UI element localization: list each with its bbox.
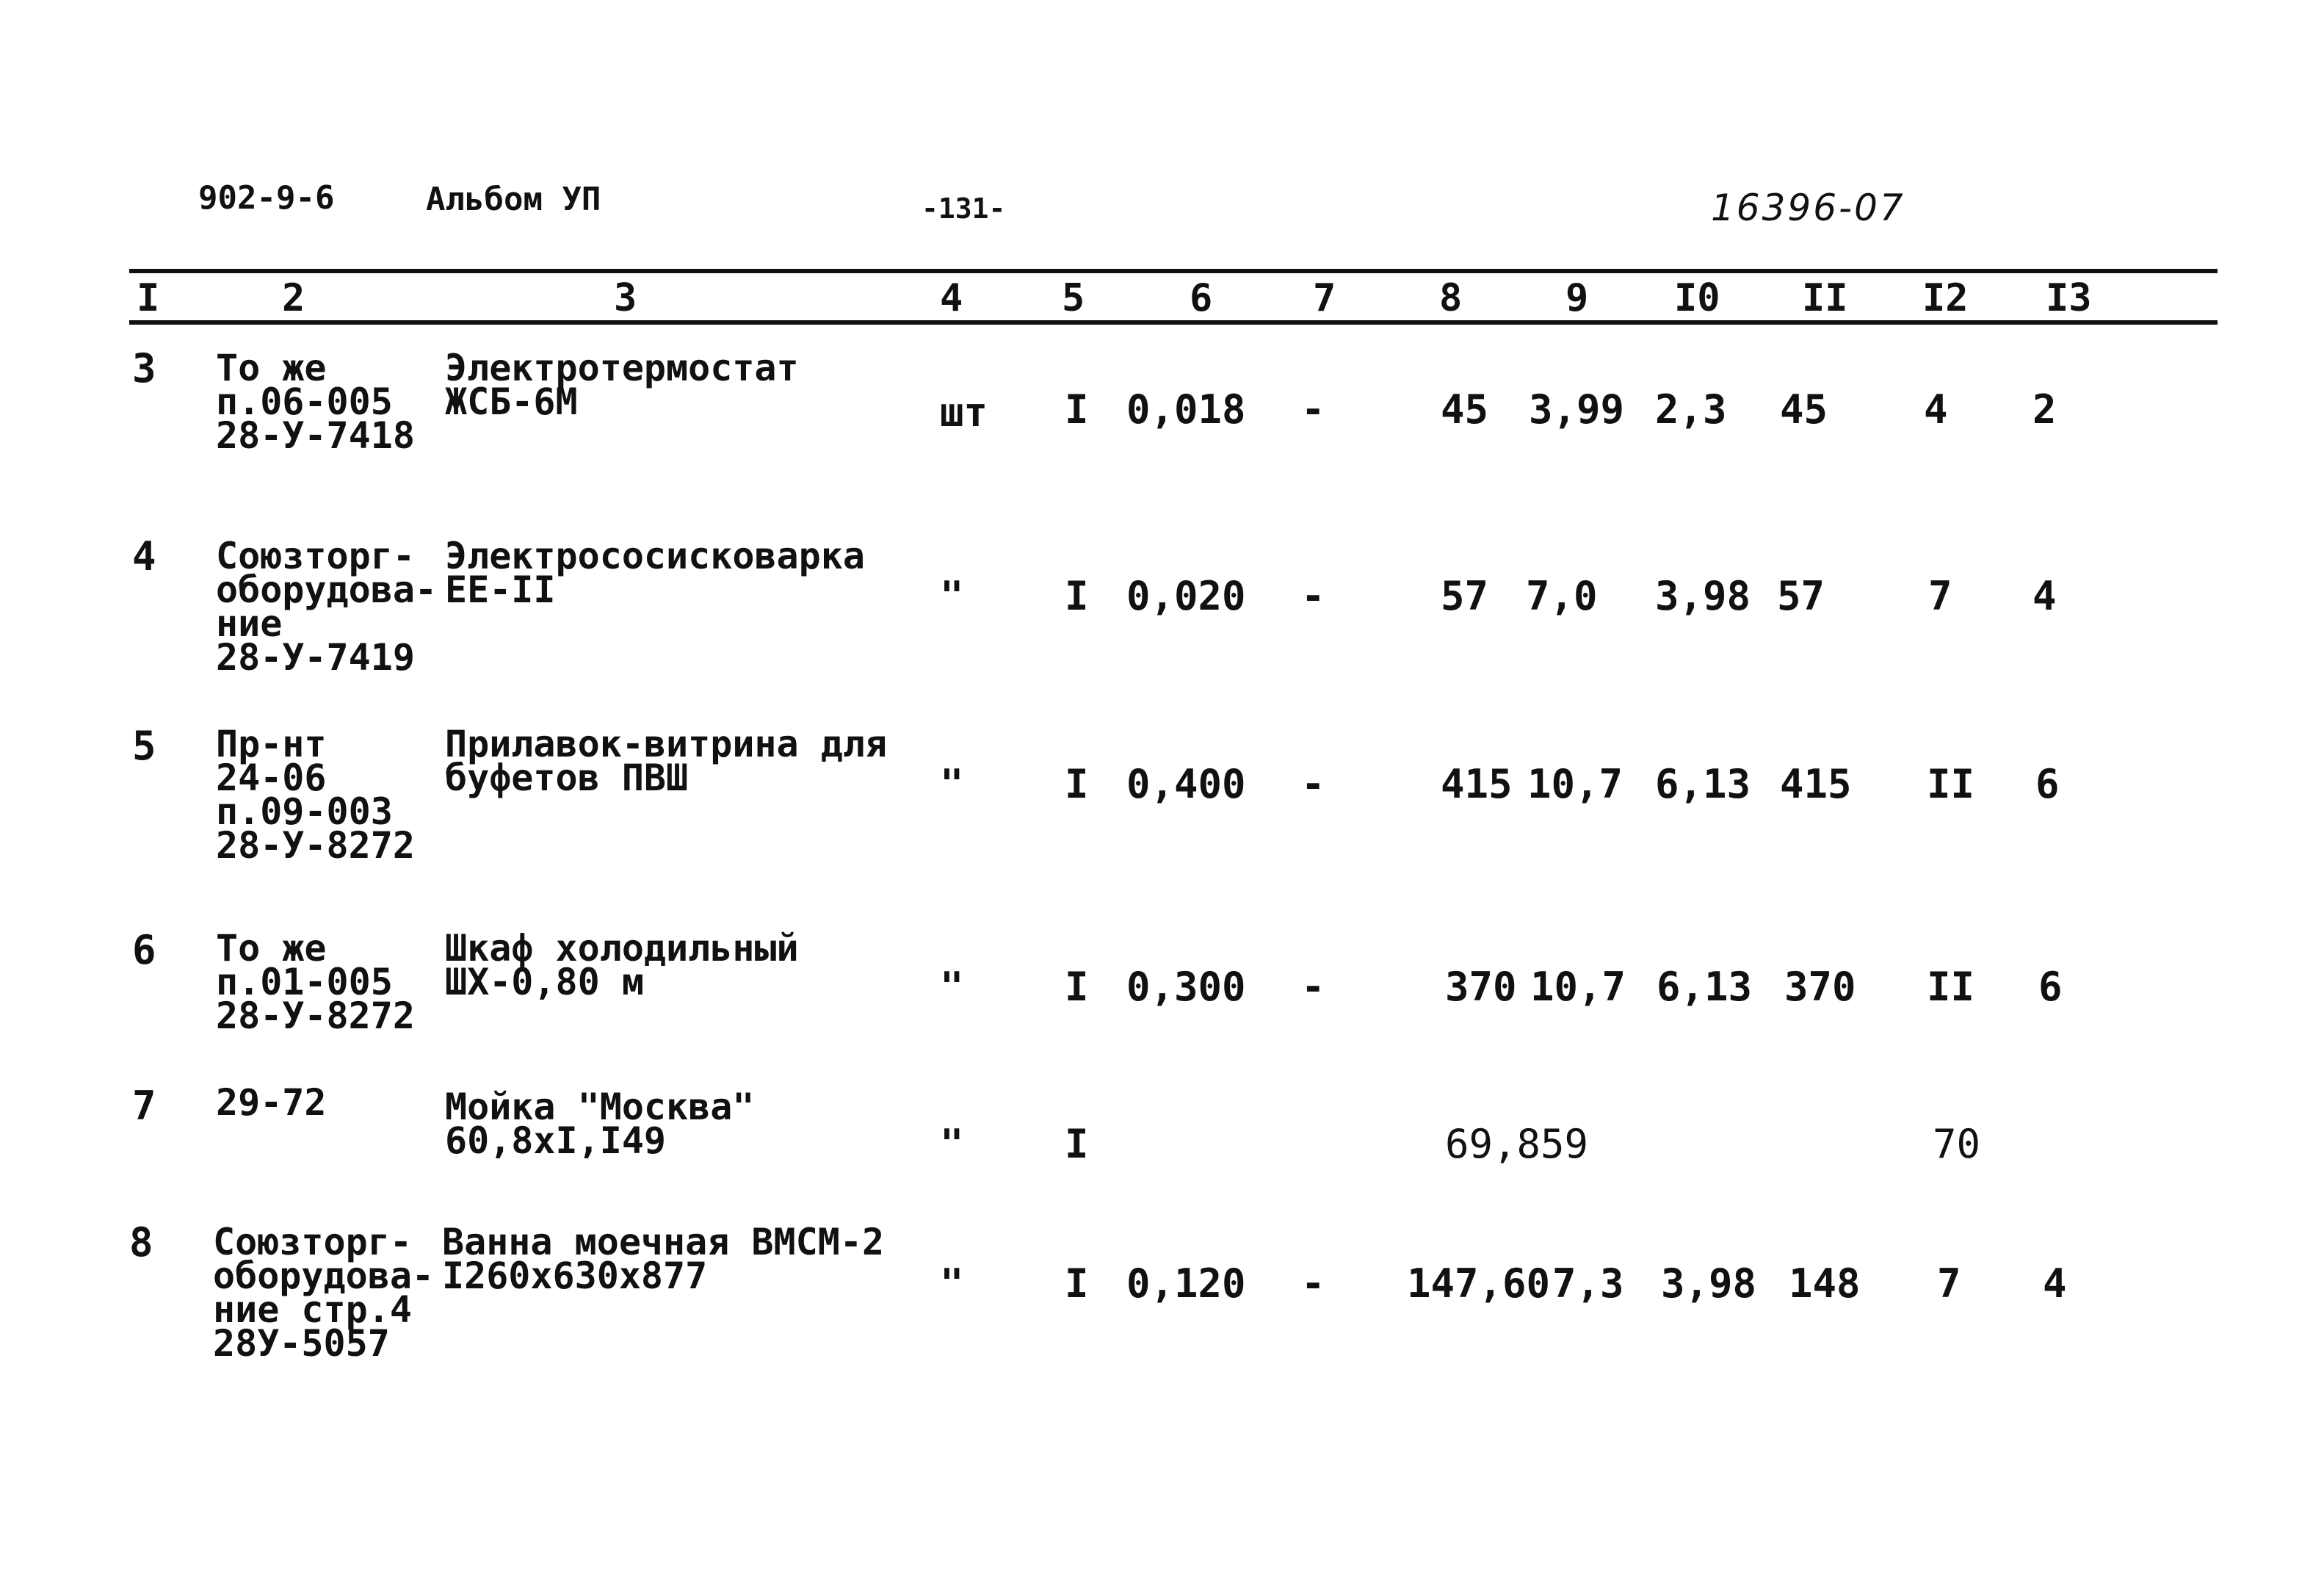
row-col13: 6	[2038, 964, 2063, 1010]
row-col10: 3,98	[1655, 573, 1751, 619]
row-name: Ванна моечная ВМСМ-2 I260x630x877	[442, 1221, 885, 1297]
column-header: I2	[1922, 276, 1969, 320]
row-unit: "	[940, 1121, 964, 1167]
row-col10: 6,13	[1655, 761, 1751, 807]
row-number: 8	[129, 1219, 153, 1266]
row-col8: 370	[1445, 964, 1517, 1010]
doc-code: 902-9-6	[198, 179, 335, 217]
row-unit: шт	[940, 389, 988, 436]
inventory-number: 16396-07	[1711, 187, 1905, 229]
row-col9: 10,7	[1530, 964, 1626, 1010]
row-col13: 2	[2032, 386, 2057, 433]
row-number: 6	[132, 927, 156, 973]
row-name: Прилавок-витрина для буфетов ПВШ	[445, 723, 888, 799]
row-reference: То же п.06-005 28-У-7418	[216, 347, 415, 457]
row-name: Электрососисковарка ЕЕ-II	[445, 535, 865, 611]
row-col9: 3,99	[1529, 386, 1625, 433]
column-header: 9	[1565, 276, 1589, 320]
column-header: 7	[1313, 276, 1336, 320]
row-col7: -	[1301, 1260, 1325, 1307]
row-qty: I	[1065, 1260, 1089, 1307]
table-top-rule	[129, 269, 2218, 273]
column-header: 3	[614, 276, 637, 320]
row-name: Шкаф холодильный ШХ-0,80 м	[445, 927, 799, 1003]
row-reference: Союзторг- оборудова- ние 28-У-7419	[216, 535, 438, 679]
row-col6: 0,400	[1126, 761, 1246, 807]
row-col11: 415	[1780, 761, 1852, 807]
row-col7: -	[1301, 573, 1325, 619]
row-col13: 4	[2032, 573, 2057, 619]
column-header: II	[1802, 276, 1848, 320]
row-col8: 45	[1441, 386, 1489, 433]
row-col10: 6,13	[1657, 964, 1753, 1010]
row-qty: I	[1065, 964, 1089, 1010]
row-col9: 7,3	[1552, 1260, 1624, 1307]
row-col6: 0,120	[1126, 1260, 1246, 1307]
row-col12: II	[1927, 964, 1975, 1010]
row-col11: 57	[1777, 573, 1825, 619]
row-col13: 4	[2043, 1260, 2067, 1307]
row-col8: 147,60	[1407, 1260, 1551, 1307]
row-col7: -	[1301, 386, 1325, 433]
row-col12: 70	[1933, 1121, 1981, 1167]
row-unit: "	[940, 761, 964, 807]
row-col8: 69,859	[1445, 1121, 1589, 1167]
row-col10: 2,3	[1655, 386, 1727, 433]
row-name: Электротермостат ЖСБ-6М	[445, 347, 799, 423]
row-col9: 10,7	[1527, 761, 1623, 807]
row-col9: 7,0	[1526, 573, 1598, 619]
row-col12: 7	[1928, 573, 1952, 619]
column-header: I	[137, 276, 160, 320]
row-qty: I	[1065, 573, 1089, 619]
page-number: -131-	[922, 192, 1006, 225]
row-qty: I	[1065, 761, 1089, 807]
row-col11: 148	[1789, 1260, 1861, 1307]
row-col12: 7	[1937, 1260, 1961, 1307]
column-header: I0	[1674, 276, 1720, 320]
row-unit: "	[940, 964, 964, 1010]
column-header: 8	[1439, 276, 1463, 320]
row-number: 7	[132, 1083, 156, 1129]
row-col6: 0,300	[1126, 964, 1246, 1010]
row-reference: Пр-нт 24-06 п.09-003 28-У-8272	[216, 723, 415, 867]
row-name: Мойка "Москва" 60,8xI,I49	[445, 1086, 755, 1162]
column-header: 6	[1190, 276, 1213, 320]
row-number: 5	[132, 723, 156, 769]
row-number: 3	[132, 345, 156, 391]
row-unit: "	[940, 1260, 964, 1307]
row-col12: 4	[1924, 386, 1948, 433]
row-unit: "	[940, 573, 964, 619]
row-col13: 6	[2035, 761, 2060, 807]
row-col7: -	[1301, 761, 1325, 807]
row-number: 4	[132, 533, 156, 580]
row-reference: То же п.01-005 28-У-8272	[216, 927, 415, 1037]
row-qty: I	[1065, 386, 1089, 433]
row-col8: 57	[1441, 573, 1489, 619]
column-header: 2	[282, 276, 305, 320]
row-reference: Союзторг- оборудова- ние стр.4 28У-5057	[213, 1221, 435, 1365]
album-label: Альбом УП	[426, 181, 601, 218]
row-qty: I	[1065, 1121, 1089, 1167]
row-col11: 45	[1780, 386, 1828, 433]
column-header: 4	[940, 276, 963, 320]
row-col11: 370	[1784, 964, 1856, 1010]
row-col7: -	[1301, 964, 1325, 1010]
row-reference: 29-72	[216, 1081, 327, 1124]
row-col6: 0,020	[1126, 573, 1246, 619]
row-col8: 415	[1441, 761, 1513, 807]
table-header-rule	[129, 320, 2218, 325]
row-col12: II	[1927, 761, 1975, 807]
row-col10: 3,98	[1661, 1260, 1757, 1307]
column-header: I3	[2046, 276, 2092, 320]
row-col6: 0,018	[1126, 386, 1246, 433]
column-header: 5	[1062, 276, 1085, 320]
